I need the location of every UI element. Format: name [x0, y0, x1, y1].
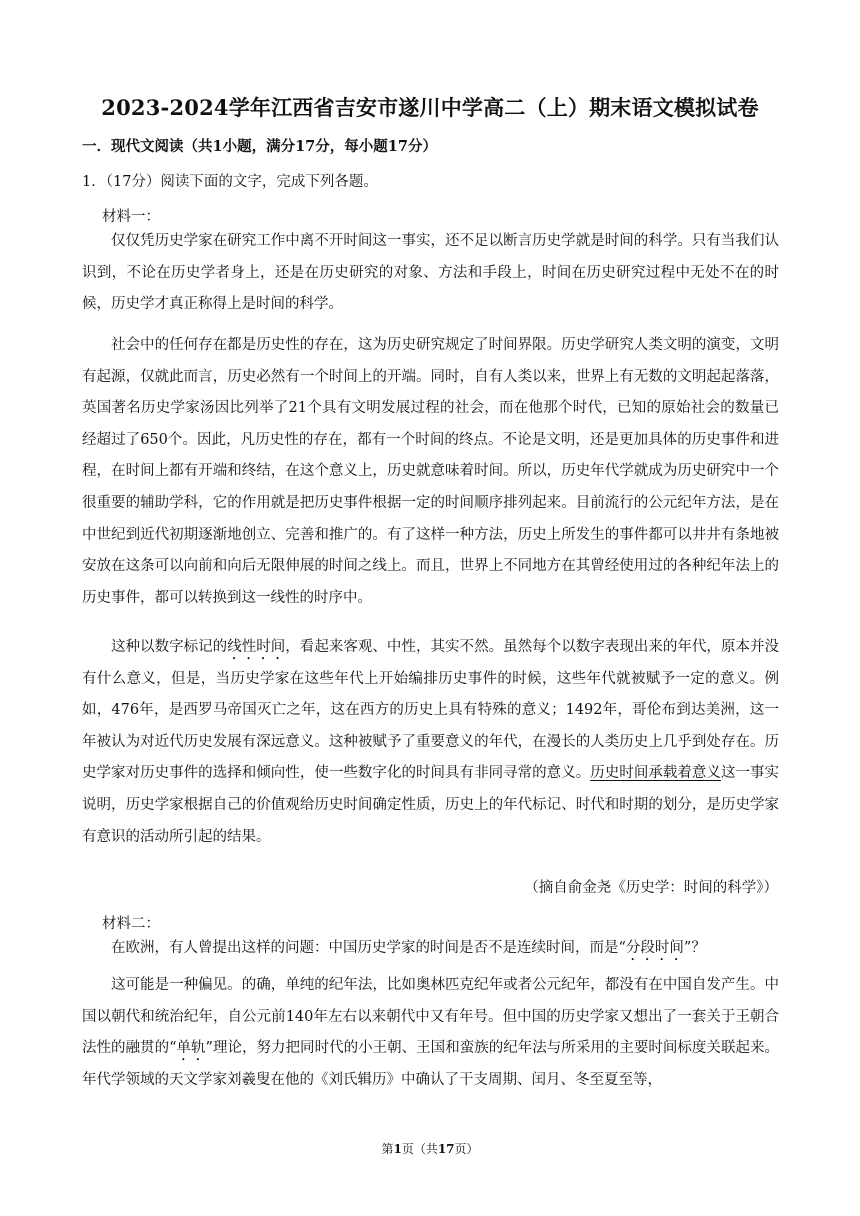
footer-text: 页（共: [401, 1142, 438, 1156]
emphasized-term-segmented-time: 分段时间: [625, 940, 684, 956]
footer-text: 第: [381, 1142, 394, 1156]
material-one-paragraph-3: [82, 632, 779, 853]
current-page-number: 1: [393, 1142, 402, 1156]
question-intro: 1．（17分）阅读下面的文字，完成下列各题。: [82, 174, 378, 190]
page-title: 2023-2024学年江西省吉安市遂川中学高二（上）期末语文模拟试卷: [101, 95, 759, 120]
material-one-paragraph-2: 社会中的任何存在都是历史性的存在，这为历史研究规定了时间界限。历史学研究人类文明的演变，文明有起源，仅就此而言，历史必然有一个时间上的开端。同时，自有人类以来，世界上有无数的文明起起落落，英国著名历史学家汤因比列举了21个具有文明发展过程的社会，而在他那个时代，已知的原始社会的数量已经超过了650个。因此，凡历史性的存在，都有一个时间的终点。不论是文明，还是更加具体的历史事件和进程，在时间上都有开端和终结，在这个意义上，历史就意味着时间。所以，历史年代学就成为历史研究中一个很重要的辅助学科，它的作用就是把历史事件根据一定的时间顺序排列起来。目前流行的公元纪年方法，是在中世纪到近代初期逐渐地创立、完善和推广的。有了这样一种方法，历史上所发生的事件都可以井井有条地被安放在这条可以向前和向后无限伸展的时间之线上。而且，世界上不同地方在其曾经使用过的各种纪年法上的历史事件，都可以转换到这一线性的时序中。: [82, 337, 779, 606]
material-two-label: 材料二：: [102, 916, 160, 932]
page-footer: [0, 1140, 860, 1157]
material-two-paragraph-2: [82, 970, 779, 1096]
paragraph-text: ”理论，努力把同时代的小王朝、王国和蛮族的纪年法与所采用的主要时间标度关联起来。年代学领域的天文学家刘羲叟在他的《刘氏辑历》中确认了干支周期、闰月、冬至夏至等，: [82, 1040, 779, 1088]
paragraph-text: 这种以数字标记的: [111, 639, 228, 655]
paragraph-text: 这可能是一种偏见。的确，单纯的纪年法，比如奥林匹克纪年或者公元纪年，都没有在中国自发产生。中国以朝代和统治纪年，自公元前140年左右以来朝代中又有年号。但中国的历史学家又想出了一套关于王朝合法性的融贯的“: [82, 977, 779, 1057]
paragraph-text: 在欧洲，有人曾提出这样的问题：中国历史学家的时间是否不是连续时间，而是“: [111, 940, 626, 956]
paragraph-text: ”？: [683, 940, 706, 956]
footer-text: 页）: [454, 1142, 479, 1156]
section-heading: 一．现代文阅读（共1小题，满分17分，每小题17分）: [82, 138, 437, 155]
emphasized-term-single-track: 单轨: [176, 1040, 206, 1057]
paragraph-text: 这一事实说明，历史学家根据自己的价值观给历史时间确定性质，历史上的年代标记、时代和时期的划分，是历史学家有意识的活动所引起的结果。: [82, 765, 780, 845]
total-pages: 17: [437, 1142, 455, 1156]
underlined-phrase: 历史时间承载着意义: [590, 765, 721, 782]
material-two-paragraph-1: [82, 933, 779, 965]
emphasized-term-linear-time: 线性时间: [227, 639, 286, 655]
material-one-label: 材料一：: [102, 209, 160, 225]
paragraph-text: ，看起来客观、中性，其实不然。虽然每个以数字表现出来的年代，原本并没有什么意义，但是，当历史学家在这些年代上开始编排历史事件的时候，这些年代就被赋予一定的意义。例如，476年，是西罗马帝国灭亡之年，这在西方的历史上具有特殊的意义；1492年，哥伦布到达美洲，这一年被认为对近代历史发展有深远意义。这种被赋予了重要意义的年代，在漫长的人类历史上几乎到处存在。历史学家对历史事件的选择和倾向性，使一些数字化的时间具有非同寻常的意义。: [82, 639, 780, 782]
material-one-source: （摘自俞金尧《历史学：时间的科学》）: [524, 880, 778, 896]
material-one-paragraph-1: 仅仅凭历史学家在研究工作中离不开时间这一事实，还不足以断言历史学就是时间的科学。只有当我们认识到，不论在历史学者身上，还是在历史研究的对象、方法和手段上，时间在历史研究过程中无处不在的时候，历史学才真正称得上是时间的科学。: [82, 233, 779, 313]
